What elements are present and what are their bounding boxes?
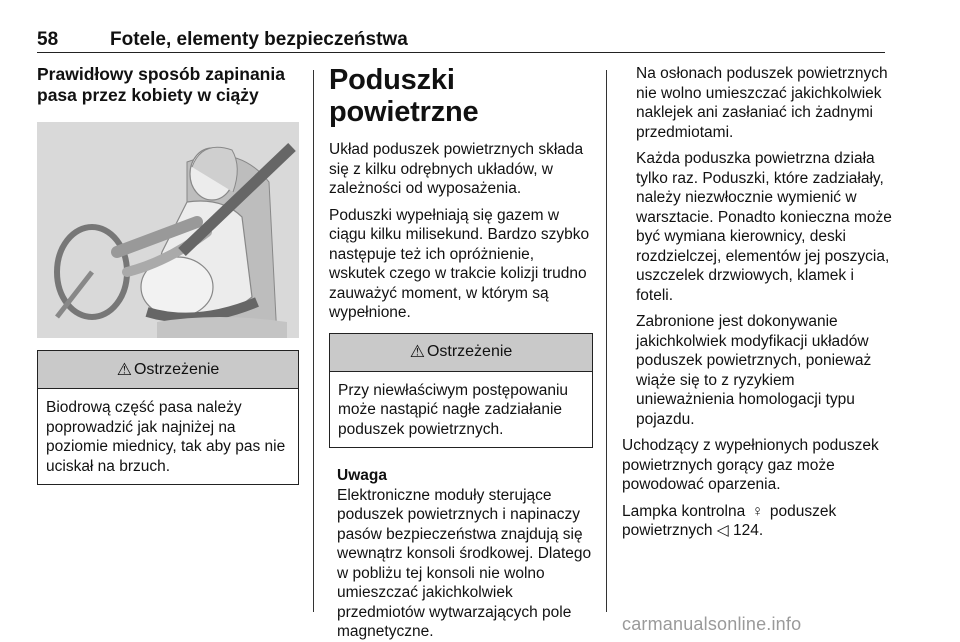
paragraph: Układ poduszek powietrznych składa się z kilku odrębnych układów, w zależności od wyposażenia.	[329, 141, 584, 197]
lamp-text-2: poduszek powietrznych	[622, 502, 837, 539]
paragraph: Każda poduszka powietrzna działa tylko raz. Poduszki, które zadziałały, należy niezwłocznie wymienić w warsztacie. Ponadto konieczna może być wymiana kierownicy, deski rozdzielczej, elementów jej poszycia, uszczelek drzwiowych, klamek i foteli.	[636, 150, 892, 304]
warning-header	[38, 351, 298, 389]
warning-body: Biodrową część pasa należy poprowadzić jak najniżej na poziomie miednicy, tak aby pas nie uciskał na brzuch.	[46, 399, 286, 475]
page-number: 58	[37, 29, 59, 50]
paragraph: Zabronione jest dokonywanie jakichkolwiek modyfikacji układów poduszek powietrznych, ponieważ wiąże się to z ryzykiem unieważnienia homologacji typu pojazdu.	[636, 313, 872, 428]
paragraph: Poduszki wypełniają się gazem w ciągu kilku milisekund. Bardzo szybko następuje też ich opróżnienie, wskutek czego w trakcie kolizji trudno zauważyć moment, w którym są wypełnione.	[329, 206, 590, 321]
column-2	[329, 64, 593, 642]
warning-box-2	[329, 333, 593, 449]
warning-title: Ostrzeżenie	[133, 360, 220, 378]
column-1	[37, 64, 299, 485]
warning-header	[330, 334, 592, 372]
paragraph-airbag-lamp	[622, 502, 892, 541]
lamp-text: Lampka kontrolna	[622, 502, 746, 520]
page-reference-arrow-icon: ◁	[716, 522, 729, 539]
warning-box-1	[37, 350, 299, 485]
pregnant-seatbelt-illustration	[37, 122, 299, 338]
note-block	[329, 466, 593, 642]
page-header	[37, 28, 885, 53]
column-divider-2	[606, 70, 607, 612]
note-title: Uwaga	[337, 467, 387, 484]
paragraph: Uchodzący z wypełnionych poduszek powietrznych gorący gaz może powodować oparzenia.	[622, 437, 879, 493]
column-3	[622, 64, 892, 548]
column-divider-1	[313, 70, 314, 612]
warning-title: Ostrzeżenie	[426, 343, 513, 360]
page-reference-link[interactable]: 124.	[733, 522, 764, 539]
warning-triangle-icon: ⚠	[409, 342, 425, 361]
warning-body: Przy niewłaściwym postępowaniu może nastąpić nagłe zadziałanie poduszek powietrznych.	[338, 381, 569, 438]
airbag-warning-lamp-icon: ♀	[751, 502, 764, 520]
paragraph: Na osłonach poduszek powietrznych nie wolno umieszczać jakichkolwiek naklejek ani zasłaniać ich żadnymi przedmiotami.	[636, 65, 888, 141]
watermark: carmanualsonline.info	[622, 614, 802, 634]
note-body: Elektroniczne moduły sterujące poduszek powietrznych i napinaczy pasów bezpieczeństwa znajdują się wewnątrz konsoli środkowej. Dlatego w pobliżu tej konsoli nie wolno umieszczać jakichkolwiek przedmiotów wytwarzających pole magnetyczne.	[337, 486, 592, 640]
chapter-title: Fotele, elementy bezpieczeństwa	[110, 29, 408, 50]
section-subheading: Prawidłowy sposób zapinania pasa przez kobiety w ciąży	[37, 64, 285, 105]
section-heading: Poduszki powietrzne	[329, 64, 479, 128]
warning-triangle-icon: ⚠	[116, 359, 132, 379]
